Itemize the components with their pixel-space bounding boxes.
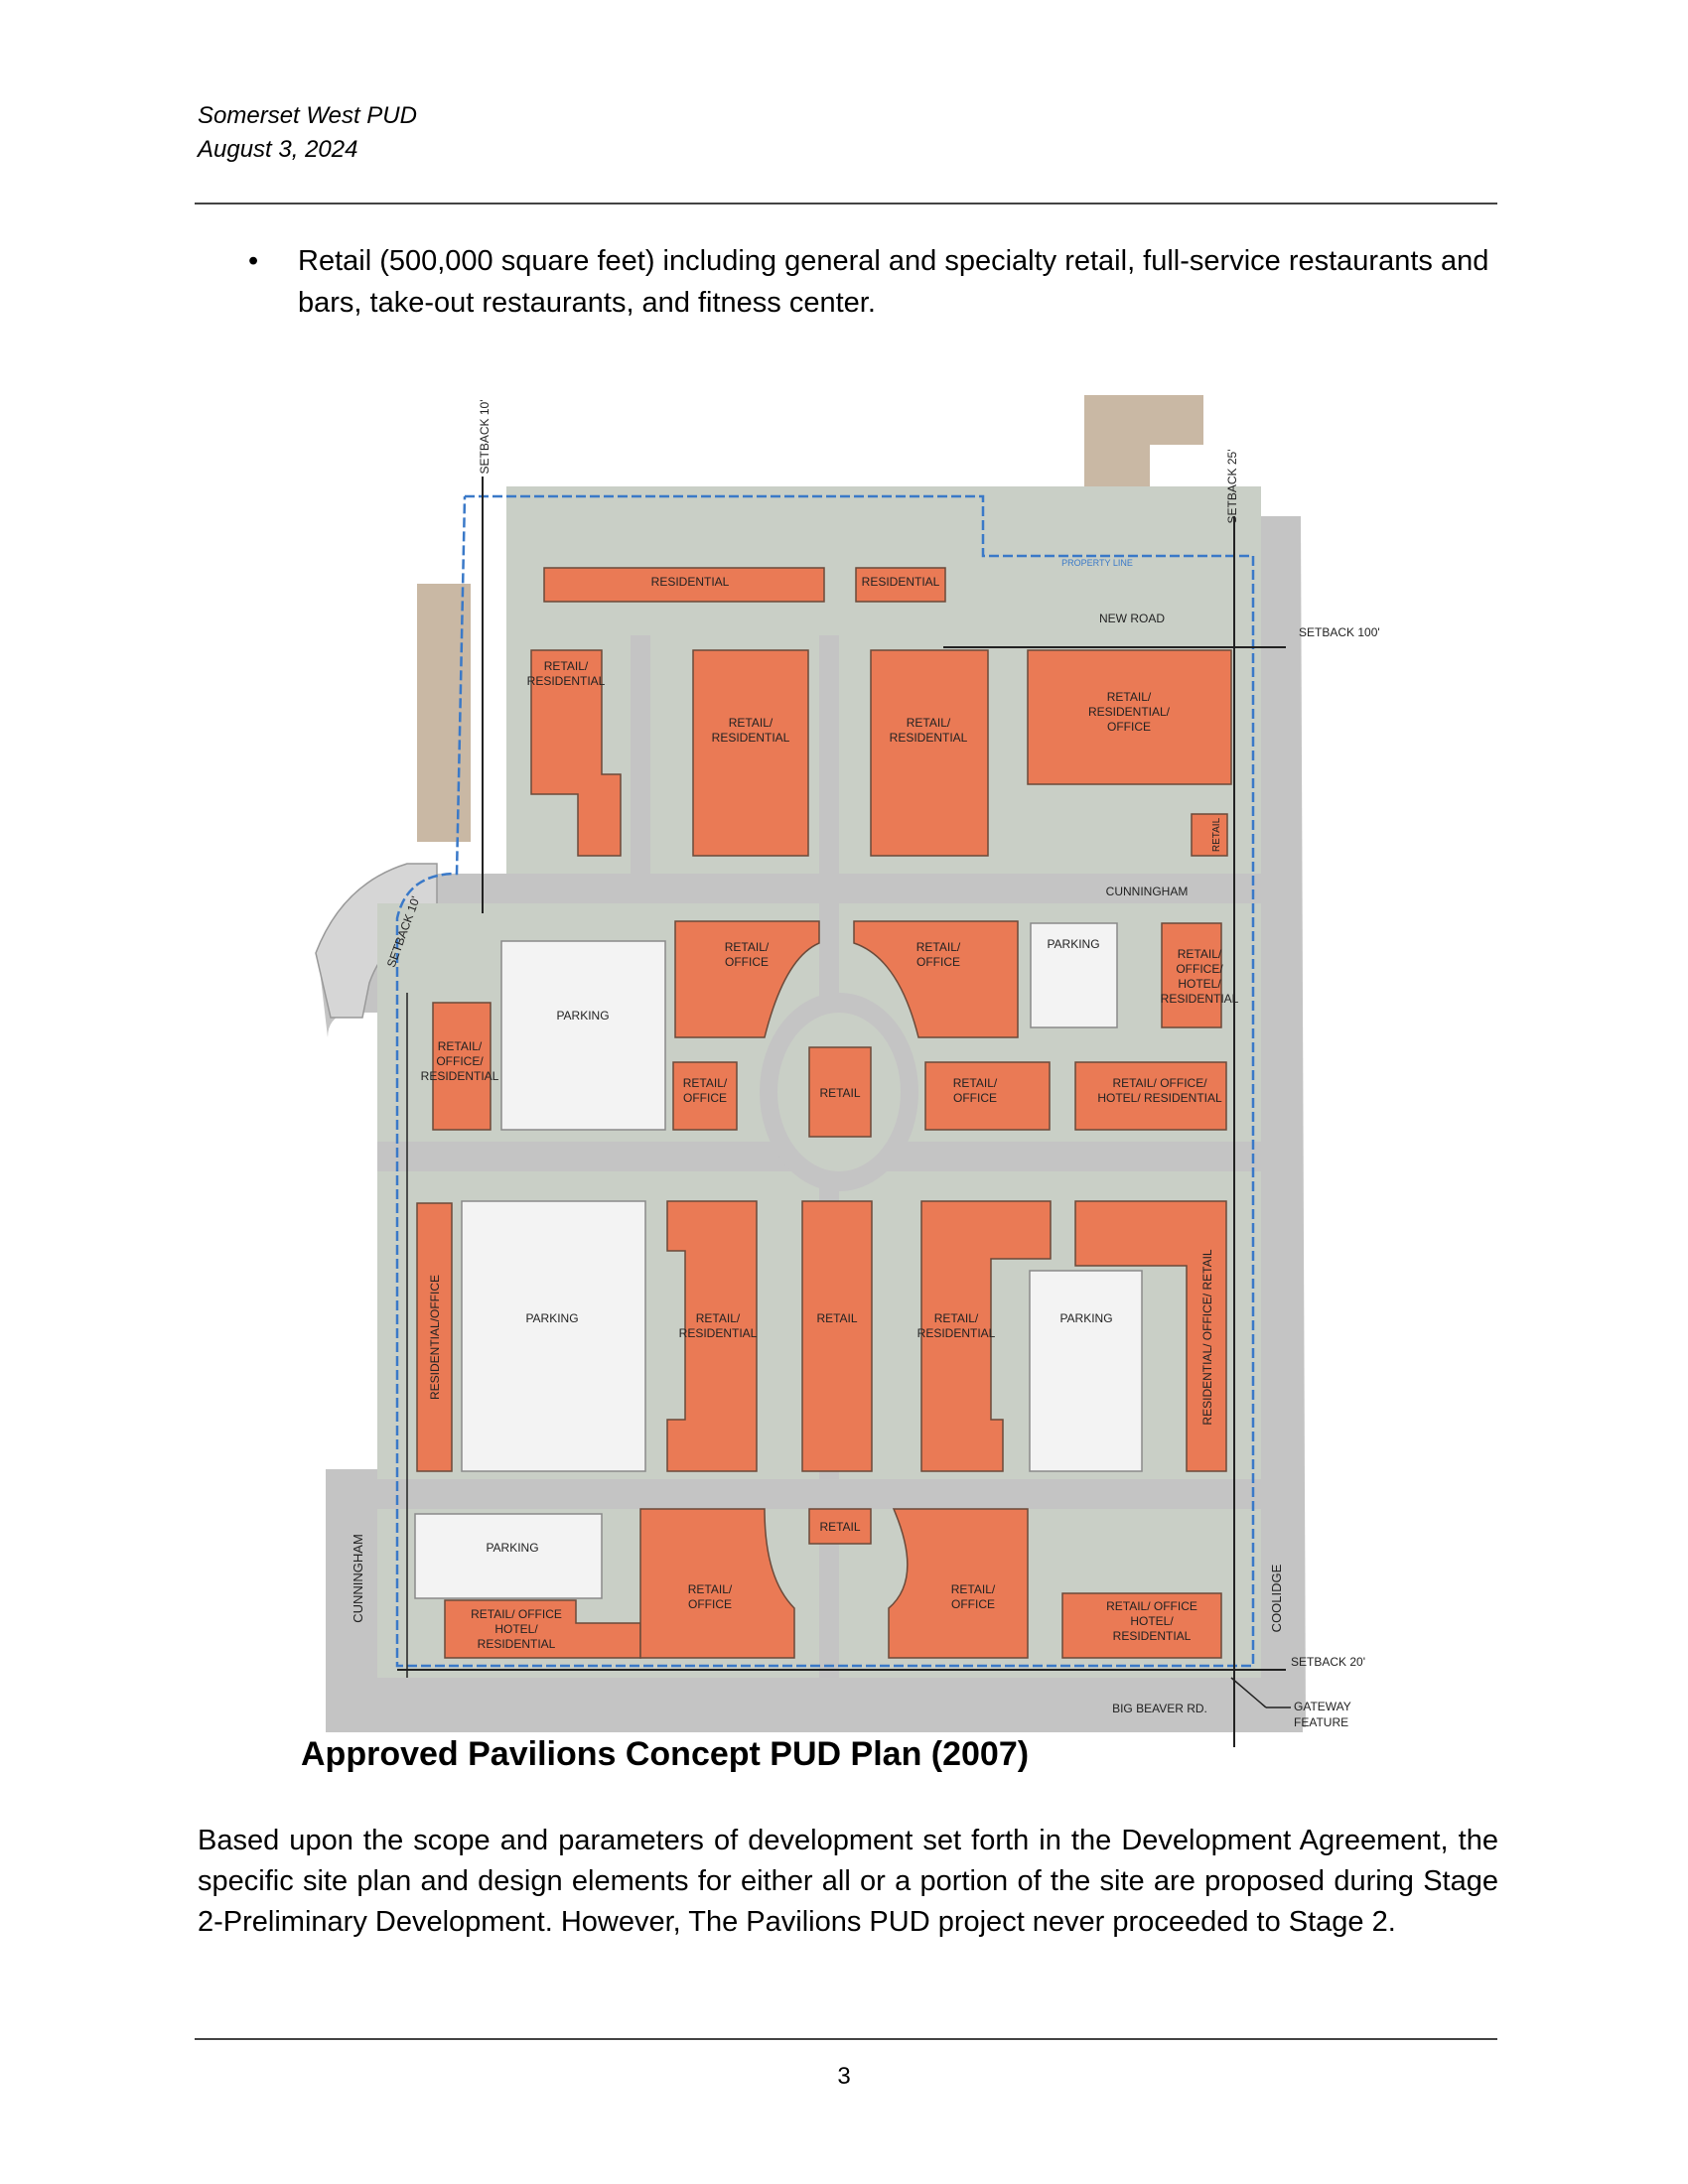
label-retail-oval: RETAIL <box>819 1086 861 1100</box>
label-parking-5: PARKING <box>486 1541 539 1555</box>
label-rr5b: RESIDENTIAL <box>916 1326 996 1340</box>
label-setback-10-left: SETBACK 10' <box>383 893 423 970</box>
parking-lot-1 <box>501 941 665 1130</box>
label-rro-c: OFFICE <box>1107 720 1151 734</box>
parking-lot-4 <box>1030 1271 1142 1471</box>
body-paragraph: Based upon the scope and parameters of development set forth in the Development Agreement, the specific site plan and design elements for either all or a portion of the site are proposed during Stage 2-Preliminary Development. However, The Pavilions PUD project never proceeded to Stage 2. <box>198 1825 1498 1938</box>
label-gateway-1: GATEWAY <box>1294 1700 1351 1713</box>
label-retail-bottom: RETAIL <box>819 1520 861 1534</box>
label-rohl-a: RETAIL/ OFFICE <box>471 1607 562 1621</box>
label-rr1b: RESIDENTIAL <box>526 674 606 688</box>
bullet-symbol: • <box>248 245 259 277</box>
header-date: August 3, 2024 <box>198 136 358 163</box>
label-setback-10-top: SETBACK 10' <box>478 399 492 475</box>
label-rohr-a: RETAIL/ <box>1177 947 1222 961</box>
label-new-road: NEW ROAD <box>1099 612 1165 625</box>
label-residential-2: RESIDENTIAL <box>861 575 940 589</box>
footer-divider <box>195 2038 1497 2040</box>
label-ro3b: OFFICE <box>683 1091 727 1105</box>
label-ro1b: OFFICE <box>725 955 769 969</box>
label-ror-a: RETAIL/ <box>437 1039 483 1053</box>
label-retail-small: RETAIL <box>1211 817 1222 853</box>
parking-lot-3 <box>462 1201 645 1471</box>
label-rohl-c: RESIDENTIAL <box>477 1637 556 1651</box>
label-ro5b: OFFICE <box>688 1597 732 1611</box>
bullet-text: Retail (500,000 square feet) including general and specialty retail, full-service restaurants and bars, take-out restaurants, and fitness center. <box>298 245 1489 319</box>
street-v1 <box>631 635 650 874</box>
label-rr3a: RETAIL/ <box>906 716 951 730</box>
label-rr2a: RETAIL/ <box>728 716 774 730</box>
label-rr1a: RETAIL/ <box>543 659 589 673</box>
label-residential-1: RESIDENTIAL <box>650 575 730 589</box>
label-rohl-b: HOTEL/ <box>494 1622 538 1636</box>
label-ror-c: RESIDENTIAL <box>420 1069 499 1083</box>
label-cunningham-side: CUNNINGHAM <box>351 1534 365 1623</box>
header-title: Somerset West PUD <box>198 102 417 129</box>
label-rohr-c: HOTEL/ <box>1178 977 1221 991</box>
label-rr4a: RETAIL/ <box>695 1311 741 1325</box>
label-rohr2-a: RETAIL/ OFFICE/ <box>1112 1076 1207 1090</box>
label-property-line: PROPERTY LINE <box>1061 558 1133 568</box>
label-rohr-r-a: RETAIL/ OFFICE <box>1106 1599 1197 1613</box>
label-rohr-r-c: RESIDENTIAL <box>1112 1629 1192 1643</box>
figure-caption: Approved Pavilions Concept PUD Plan (2007) <box>301 1735 1030 1773</box>
label-parking-2: PARKING <box>1047 937 1100 951</box>
label-rr5a: RETAIL/ <box>933 1311 979 1325</box>
label-ro5a: RETAIL/ <box>687 1582 733 1596</box>
label-rohr-r-b: HOTEL/ <box>1130 1614 1174 1628</box>
parking-lot-5 <box>415 1514 602 1598</box>
label-rro-b: RESIDENTIAL/ <box>1087 705 1171 719</box>
label-rohr2-b: HOTEL/ RESIDENTIAL <box>1097 1091 1222 1105</box>
label-rr4b: RESIDENTIAL <box>678 1326 758 1340</box>
label-parking-1: PARKING <box>556 1009 610 1023</box>
label-ro4b: OFFICE <box>953 1091 997 1105</box>
label-setback-20: SETBACK 20' <box>1291 1655 1365 1669</box>
label-rohr-d: RESIDENTIAL <box>1160 992 1239 1006</box>
label-parking-3: PARKING <box>525 1311 579 1325</box>
label-rr2b: RESIDENTIAL <box>711 731 790 745</box>
label-setback-100: SETBACK 100' <box>1299 625 1380 639</box>
label-ro2a: RETAIL/ <box>915 940 961 954</box>
label-rro-a: RETAIL/ <box>1106 690 1152 704</box>
page-number: 3 <box>837 2063 851 2090</box>
building-retail-residential-3 <box>871 650 988 856</box>
label-retail-long: RETAIL <box>816 1311 858 1325</box>
building-retail-long <box>802 1201 872 1471</box>
label-rohr-b: OFFICE/ <box>1176 962 1223 976</box>
label-gateway-2: FEATURE <box>1294 1715 1349 1729</box>
label-setback-25: SETBACK 25' <box>1225 449 1239 524</box>
label-coolidge: COOLIDGE <box>1269 1564 1284 1633</box>
label-cunningham-mid: CUNNINGHAM <box>1105 885 1189 898</box>
label-residential-office: RESIDENTIAL/OFFICE <box>428 1274 442 1401</box>
label-ro1a: RETAIL/ <box>724 940 770 954</box>
label-ro3a: RETAIL/ <box>682 1076 728 1090</box>
building-retail-residential-2 <box>693 650 808 856</box>
label-parking-4: PARKING <box>1059 1311 1113 1325</box>
label-ror-b: OFFICE/ <box>436 1054 484 1068</box>
label-ro6b: OFFICE <box>951 1597 995 1611</box>
label-ro2b: OFFICE <box>916 955 960 969</box>
label-ro4a: RETAIL/ <box>952 1076 998 1090</box>
label-big-beaver: BIG BEAVER RD. <box>1112 1702 1207 1715</box>
label-res-office-retail: RESIDENTIAL/ OFFICE/ RETAIL <box>1200 1249 1214 1426</box>
label-ro6a: RETAIL/ <box>950 1582 996 1596</box>
label-rr3b: RESIDENTIAL <box>889 731 968 745</box>
